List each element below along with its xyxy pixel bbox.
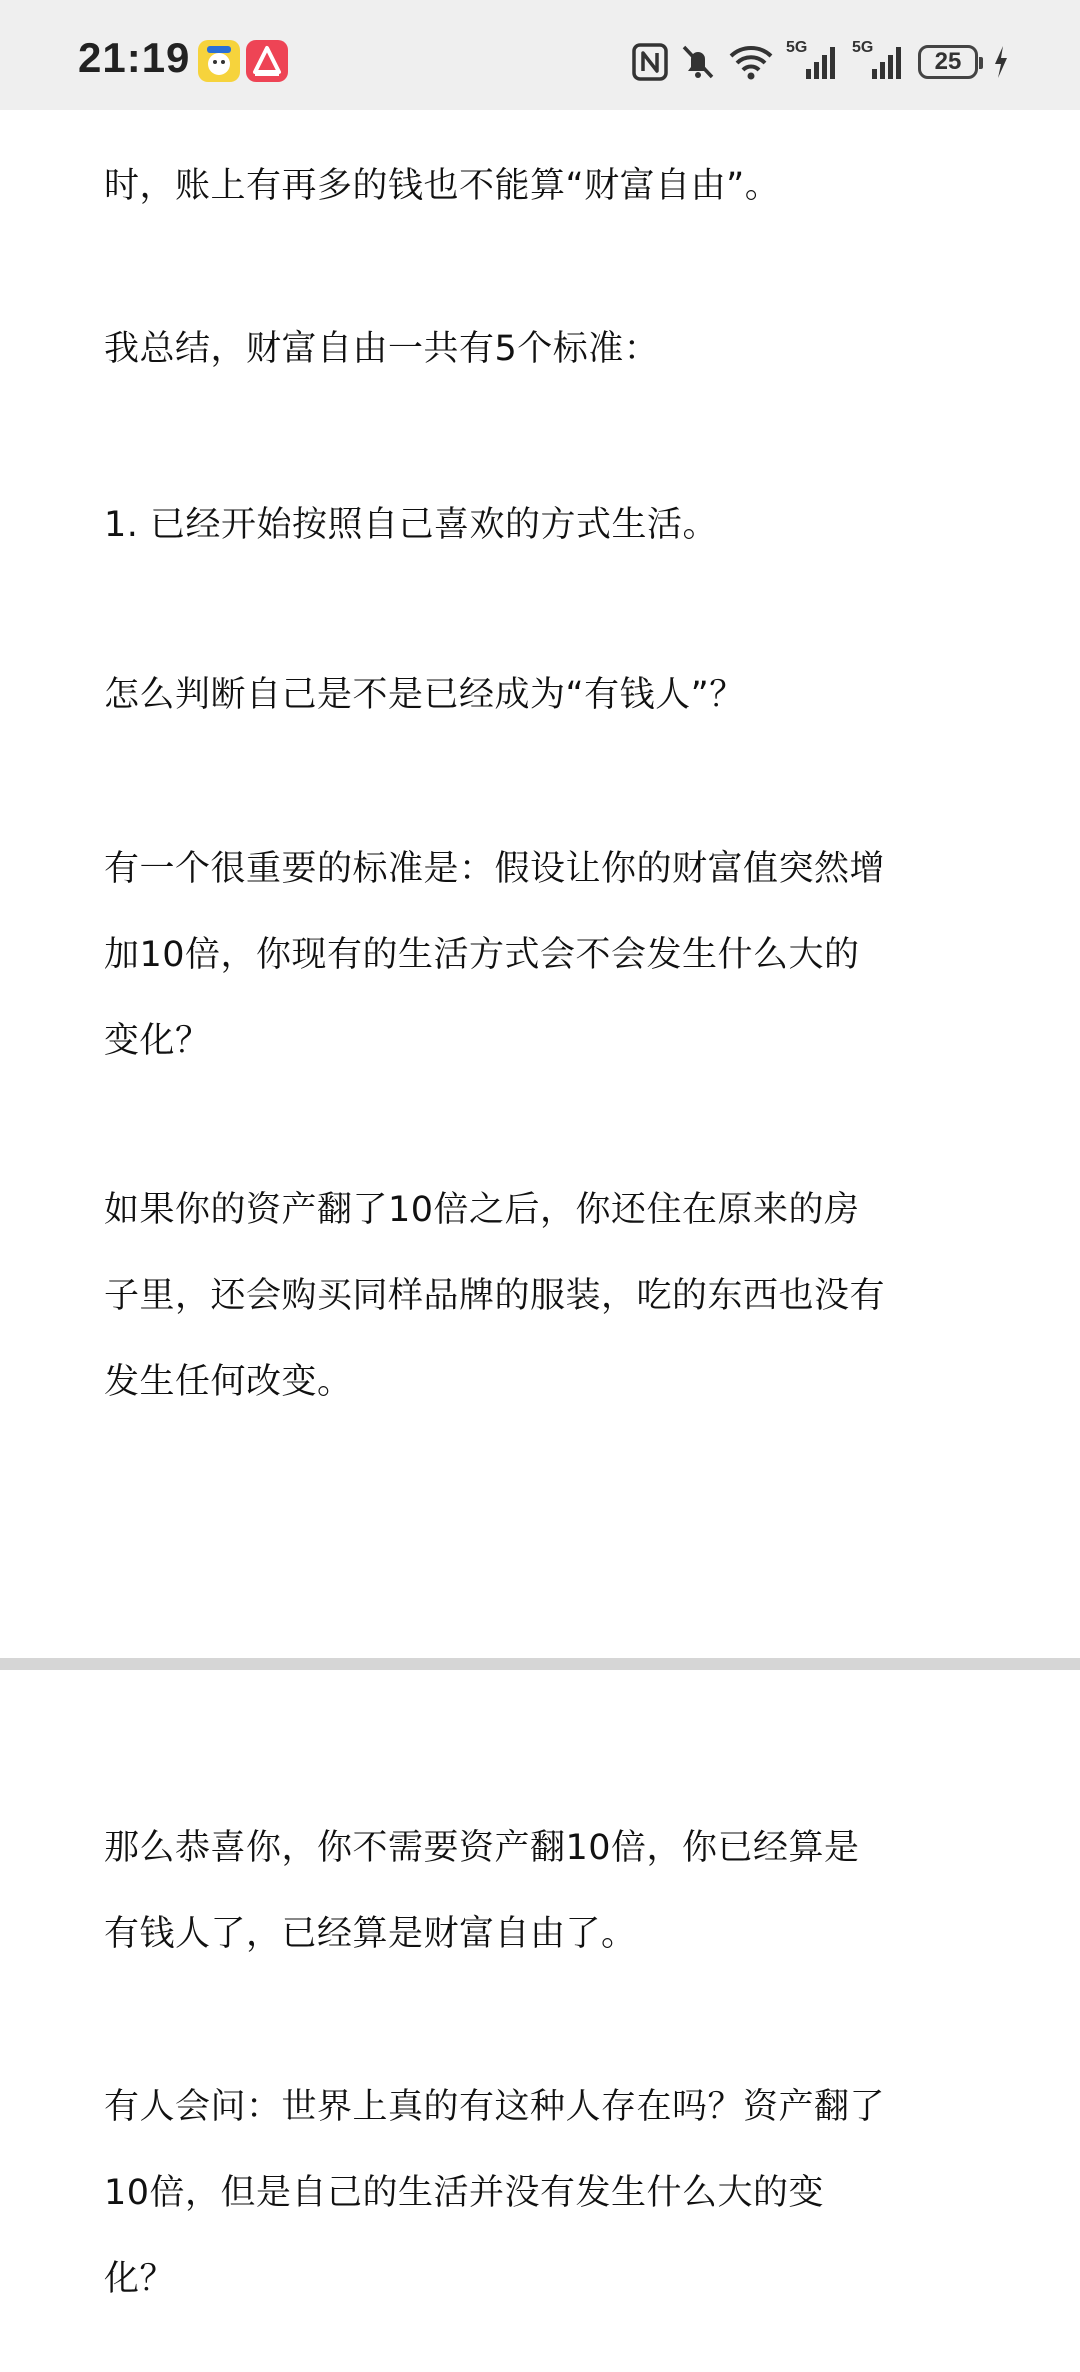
paragraph-line: 子里，还会购买同样品牌的服装，吃的东西也没有 — [104, 1276, 886, 1316]
notification-app-icon — [198, 40, 240, 82]
article-paragraph — [104, 826, 984, 1084]
mute-icon — [680, 43, 716, 81]
charging-icon — [992, 44, 1010, 80]
paragraph-line: 有一个很重要的标准是：假设让你的财富值突然增 — [104, 849, 886, 889]
paragraph-line: 有钱人了，已经算是财富自由了。 — [104, 1914, 637, 1954]
section-divider — [0, 1658, 1080, 1670]
paragraph-line: 10倍，但是自己的生活并没有发生什么大的变 — [104, 2173, 825, 2213]
paragraph-line: 加10倍，你现有的生活方式会不会发生什么大的 — [104, 935, 860, 975]
wifi-icon — [728, 43, 774, 81]
nfc-icon — [632, 43, 668, 81]
article-paragraph: 1. 已经开始按照自己喜欢的方式生活。 — [104, 505, 719, 545]
article-paragraph — [104, 1167, 984, 1425]
notification-app-icon — [246, 40, 288, 82]
paragraph-line: 时，账上有再多的钱也不能算“财富自由”。 — [104, 166, 781, 206]
article-paragraph: 怎么判断自己是不是已经成为“有钱人”？ — [104, 675, 745, 715]
status-time: 21:19 — [78, 34, 191, 81]
article-paragraph — [104, 1805, 984, 1977]
signal-icon — [786, 39, 840, 81]
paragraph-line: 化？ — [104, 2259, 176, 2299]
status-bar — [0, 0, 1080, 110]
battery-icon — [918, 45, 978, 79]
paragraph-line: 变化？ — [104, 1021, 211, 1061]
paragraph-line: 那么恭喜你，你不需要资产翻10倍，你已经算是 — [104, 1828, 860, 1868]
network-type-label: 5G — [786, 39, 808, 56]
status-icons — [620, 38, 1010, 86]
paragraph-line: 有人会问：世界上真的有这种人存在吗？资产翻了 — [104, 2087, 886, 2127]
paragraph-line: 如果你的资产翻了10倍之后，你还住在原来的房 — [104, 1190, 860, 1230]
signal-icon — [852, 39, 906, 81]
article-paragraph: 我总结，财富自由一共有5个标准： — [104, 329, 660, 369]
article-paragraph — [104, 143, 984, 229]
network-type-label: 5G — [852, 39, 874, 56]
paragraph-line: 发生任何改变。 — [104, 1362, 353, 1402]
article-paragraph — [104, 2064, 984, 2322]
battery-level: 25 — [918, 45, 978, 79]
